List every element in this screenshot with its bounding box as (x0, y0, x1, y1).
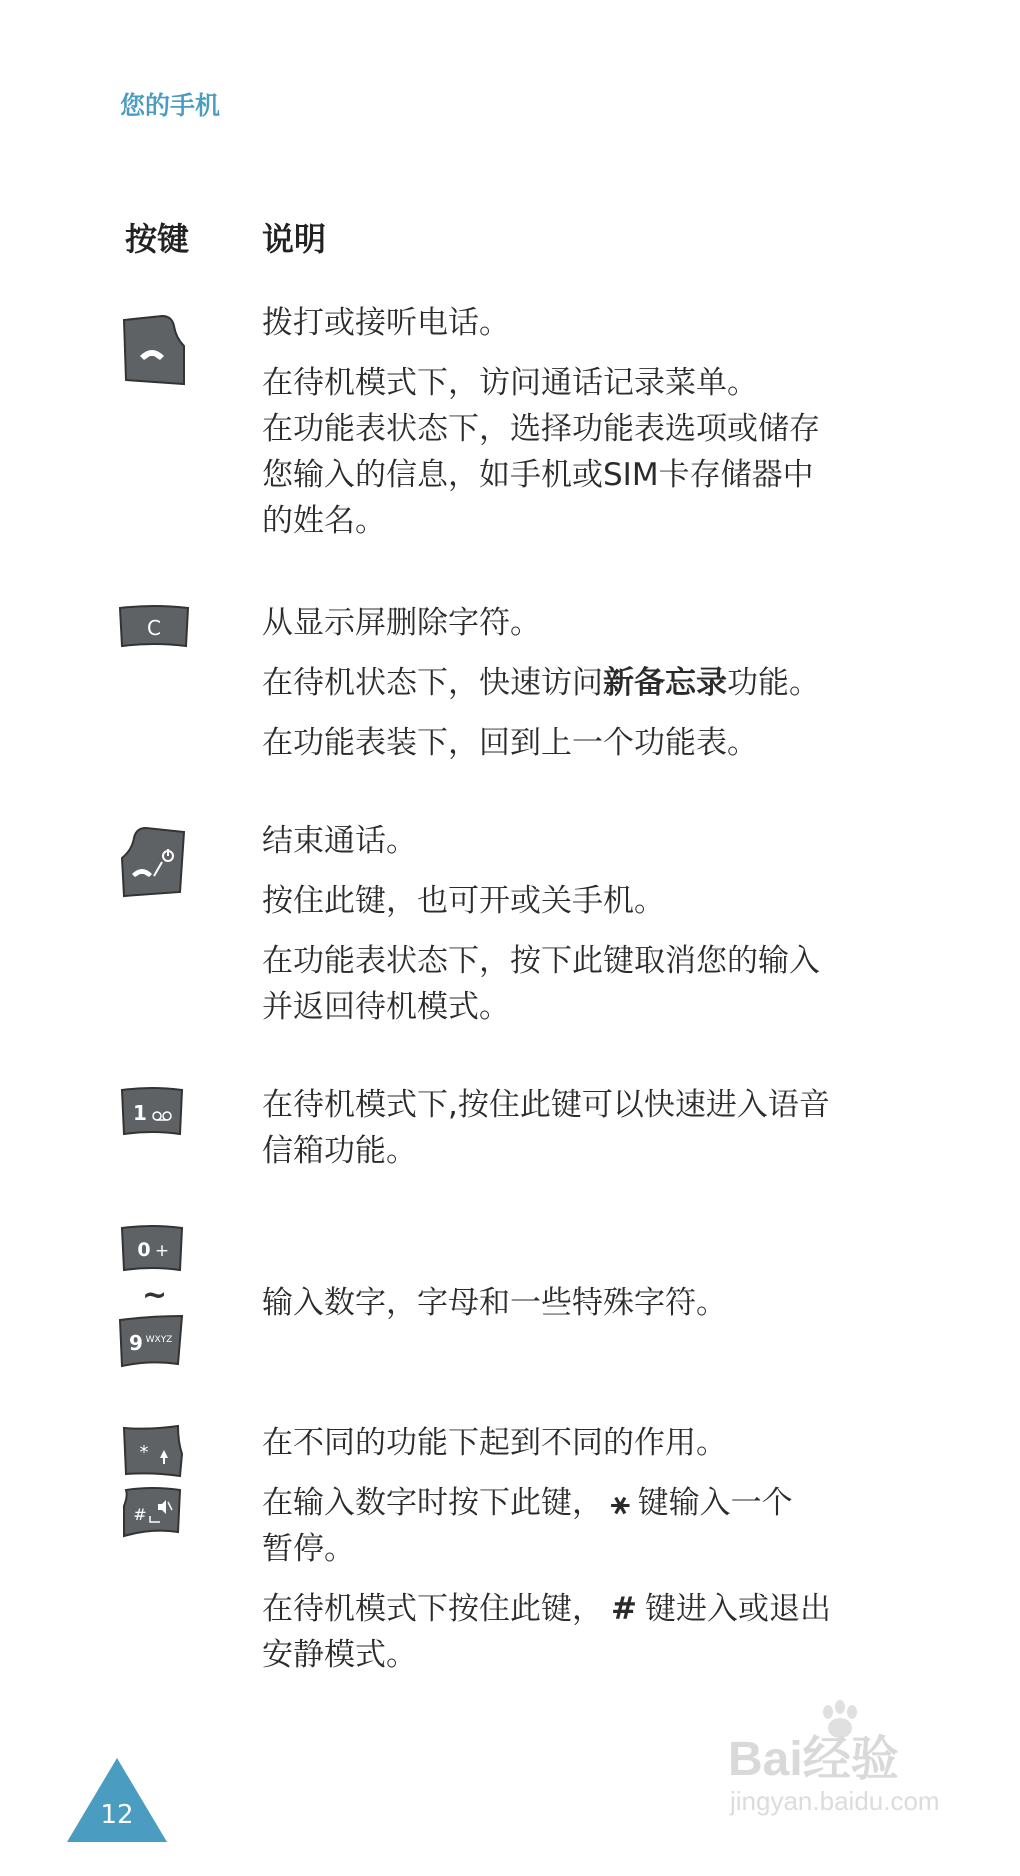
page-number: 12 (100, 1800, 134, 1830)
column-header-desc: 说明 (262, 220, 327, 258)
desc-line: 在功能表装下，回到上一个功能表。 (262, 725, 758, 761)
key-label: 9 (129, 1331, 143, 1355)
star-key-icon (120, 1424, 184, 1478)
hash-key-icon (120, 1486, 184, 1540)
desc-line: 在功能表状态下，选择功能表选项或储存 (262, 411, 820, 447)
desc-line: 在待机模式下按住此键， # 键进入或退出 (262, 1586, 902, 1632)
desc-line: 在待机模式下,按住此键可以快速进入语音 (262, 1087, 830, 1123)
desc-line: 暂停。 (262, 1531, 355, 1567)
end-power-key-icon (120, 826, 186, 898)
key-label: 1 (133, 1101, 147, 1125)
hash-symbol: # (611, 1591, 637, 1627)
column-header-key: 按键 (125, 220, 190, 258)
section-title: 您的手机 (120, 91, 221, 120)
key-label: C (147, 616, 161, 640)
desc-line: 拨打或接听电话。 (262, 305, 510, 341)
desc-line: 从显示屏删除字符。 (262, 605, 541, 641)
zero-key-icon (120, 1224, 184, 1274)
desc-line: 并返回待机模式。 (262, 989, 510, 1025)
desc-line: 的姓名。 (262, 503, 386, 539)
desc-line: 按住此键，也可开或关手机。 (262, 883, 665, 919)
key-label: # (133, 1505, 147, 1524)
key-label: WXYZ (145, 1335, 173, 1345)
nine-key-icon (118, 1314, 184, 1368)
voicemail-key-icon (120, 1086, 184, 1138)
desc-line: 在不同的功能下起到不同的作用。 (262, 1425, 727, 1461)
key-label: * (139, 1442, 149, 1463)
clear-key-icon (118, 604, 190, 650)
desc-line: 在待机状态下，快速访问新备忘录功能。 (262, 665, 820, 701)
call-key-icon (120, 314, 186, 386)
desc-line: 输入数字，字母和一些特殊字符。 (262, 1285, 727, 1321)
watermark-url: jingyan.baidu.com (730, 1786, 940, 1816)
desc-line: 在待机模式下，访问通话记录菜单。 (262, 365, 758, 401)
desc-line: 您输入的信息，如手机或SIM卡存储器中 (262, 457, 814, 493)
watermark-brand: Bai经验 (728, 1733, 899, 1786)
memo-function-name: 新备忘录 (603, 665, 727, 701)
range-tilde: ~ (142, 1278, 168, 1313)
key-label: 0 (137, 1239, 151, 1261)
desc-line: 在功能表状态下，按下此键取消您的输入 (262, 943, 820, 979)
desc-line: 在输入数字时按下此键， ⚹ 键输入一个 (262, 1480, 902, 1526)
key-label: + (154, 1241, 170, 1261)
desc-line: 信箱功能。 (262, 1133, 417, 1169)
star-symbol: ⚹ (611, 1485, 630, 1521)
desc-line: 结束通话。 (262, 823, 417, 859)
desc-line: 安静模式。 (262, 1637, 417, 1673)
